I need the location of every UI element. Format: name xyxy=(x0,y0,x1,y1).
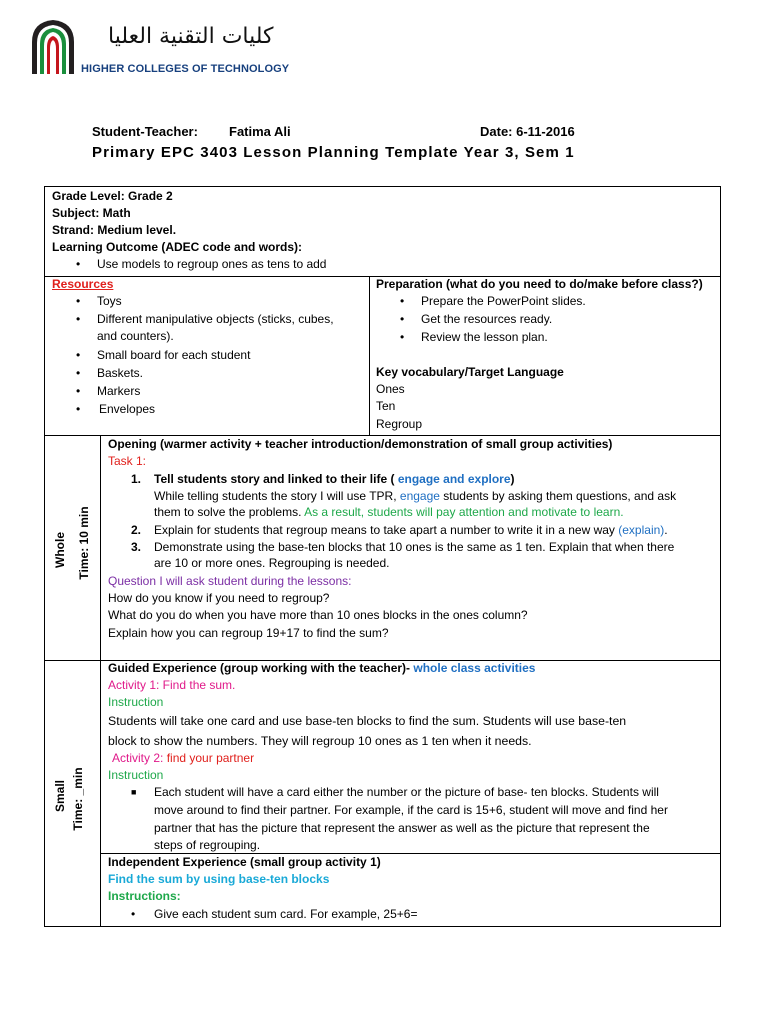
question-item: How do you know if you need to regroup? xyxy=(108,591,330,605)
small-label: Small xyxy=(53,780,67,813)
resources-heading: Resources xyxy=(52,277,114,291)
activity2-line4: steps of regrouping. xyxy=(154,838,261,852)
step-number: 1. xyxy=(131,472,142,486)
resource-item: Toys xyxy=(97,294,122,308)
preparation-item: Get the resources ready. xyxy=(421,312,553,326)
question-item: What do you do when you have more than 10 ones blocks in the ones column? xyxy=(108,608,528,622)
student-teacher-label: Student-Teacher: xyxy=(92,124,198,139)
activity2-line2: move around to find their partner. For example, if the card is 15+6, student will move and find her xyxy=(154,803,668,817)
bullet-icon: • xyxy=(76,312,81,326)
step2-text: Explain for students that regroup means to take apart a number to write it in a new way (explain). xyxy=(154,523,668,537)
grade-level: Grade Level: Grade 2 xyxy=(52,189,173,203)
whole-label: Whole xyxy=(53,532,67,568)
bullet-icon: • xyxy=(76,402,81,416)
question-heading: Question I will ask student during the lessons: xyxy=(108,574,352,588)
resource-item: Small board for each student xyxy=(97,348,251,362)
hct-logo xyxy=(28,18,298,80)
student-teacher-name: Fatima Ali xyxy=(229,124,291,139)
bullet-icon: • xyxy=(400,312,405,326)
strand: Strand: Medium level. xyxy=(52,223,177,237)
resource-item: Baskets. xyxy=(97,366,144,380)
independent-subheading: Find the sum by using base-ten blocks xyxy=(108,872,330,886)
logo-english-text: HIGHER COLLEGES OF TECHNOLOGY xyxy=(81,63,290,75)
task-label: Task 1: xyxy=(108,454,147,468)
instructions-label: Instructions: xyxy=(108,889,181,903)
logo-arabic-text: كليات التقنية العليا xyxy=(108,24,274,49)
bullet-icon: • xyxy=(76,348,81,362)
resource-item: Different manipulative objects (sticks, cubes, xyxy=(97,312,334,326)
step3-line1: Demonstrate using the base-ten blocks that 10 ones is the same as 1 ten. Explain that when there xyxy=(154,540,675,554)
bullet-icon: • xyxy=(76,294,81,308)
learning-outcome-label: Learning Outcome (ADEC code and words): xyxy=(52,240,303,254)
bullet-icon: • xyxy=(131,907,136,921)
activity2-line3: partner that has the picture that represent the answer as well as the picture that represent the xyxy=(154,821,650,835)
hct-arch-logo-icon xyxy=(28,18,78,76)
step1-text: Tell students story and linked to their life ( engage and explore) xyxy=(154,472,515,486)
activity1-title: Activity 1: Find the sum. xyxy=(108,678,236,692)
independent-heading: Independent Experience (small group activity 1) xyxy=(108,855,381,869)
bullet-icon: • xyxy=(400,330,405,344)
question-item: Explain how you can regroup 19+17 to find the sum? xyxy=(108,626,389,640)
bullet-icon: • xyxy=(76,366,81,380)
page-title: Primary EPC 3403 Lesson Planning Template Year 3, Sem 1 xyxy=(92,144,575,161)
whole-time: Time: 10 min xyxy=(77,506,91,580)
subject: Subject: Math xyxy=(52,206,131,220)
vocab-item: Ones xyxy=(376,382,405,396)
preparation-item: Prepare the PowerPoint slides. xyxy=(421,294,586,308)
guided-heading: Guided Experience (group working with the teacher)- whole class activities xyxy=(108,661,536,675)
preparation-item: Review the lesson plan. xyxy=(421,330,548,344)
lesson-date: Date: 6-11-2016 xyxy=(480,124,575,139)
bullet-icon: • xyxy=(76,257,81,271)
vocab-item: Regroup xyxy=(376,417,423,431)
activity2-instruction-label: Instruction xyxy=(108,768,164,782)
bullet-icon: • xyxy=(400,294,405,308)
preparation-heading: Preparation (what do you need to do/make before class?) xyxy=(376,277,703,291)
step1-line3: them to solve the problems. As a result, students will pay attention and motivate to learn. xyxy=(154,505,624,519)
activity2-title: Activity 2: find your partner xyxy=(112,751,255,765)
activity1-line1: Students will take one card and use base-ten blocks to find the sum. Students will use base-ten xyxy=(108,714,627,728)
independent-item: Give each student sum card. For example, 25+6= xyxy=(154,907,418,921)
resource-item: Markers xyxy=(97,384,141,398)
vocab-item: Ten xyxy=(376,399,396,413)
opening-heading: Opening (warmer activity + teacher introduction/demonstration of small group activities) xyxy=(108,437,613,451)
step1-line2: While telling students the story I will use TPR, engage students by asking them questions, and ask xyxy=(154,489,677,503)
key-vocabulary-heading: Key vocabulary/Target Language xyxy=(376,365,564,379)
step-number: 3. xyxy=(131,540,142,554)
step3-line2: are 10 or more ones. Regrouping is needed. xyxy=(154,556,390,570)
bullet-icon: • xyxy=(76,384,81,398)
square-bullet-icon: ■ xyxy=(131,787,137,797)
activity1-instruction-label: Instruction xyxy=(108,695,164,709)
resource-item: and counters). xyxy=(97,329,174,343)
resource-item: Envelopes xyxy=(99,402,156,416)
learning-outcome: Use models to regroup ones as tens to add xyxy=(97,257,327,271)
small-time: Time: _min xyxy=(71,767,85,831)
activity2-line1: Each student will have a card either the number or the picture of base- ten blocks. Students will xyxy=(154,785,659,799)
step-number: 2. xyxy=(131,523,142,537)
activity1-line2: block to show the numbers. They will regroup 10 ones as 1 ten when it needs. xyxy=(108,734,532,748)
